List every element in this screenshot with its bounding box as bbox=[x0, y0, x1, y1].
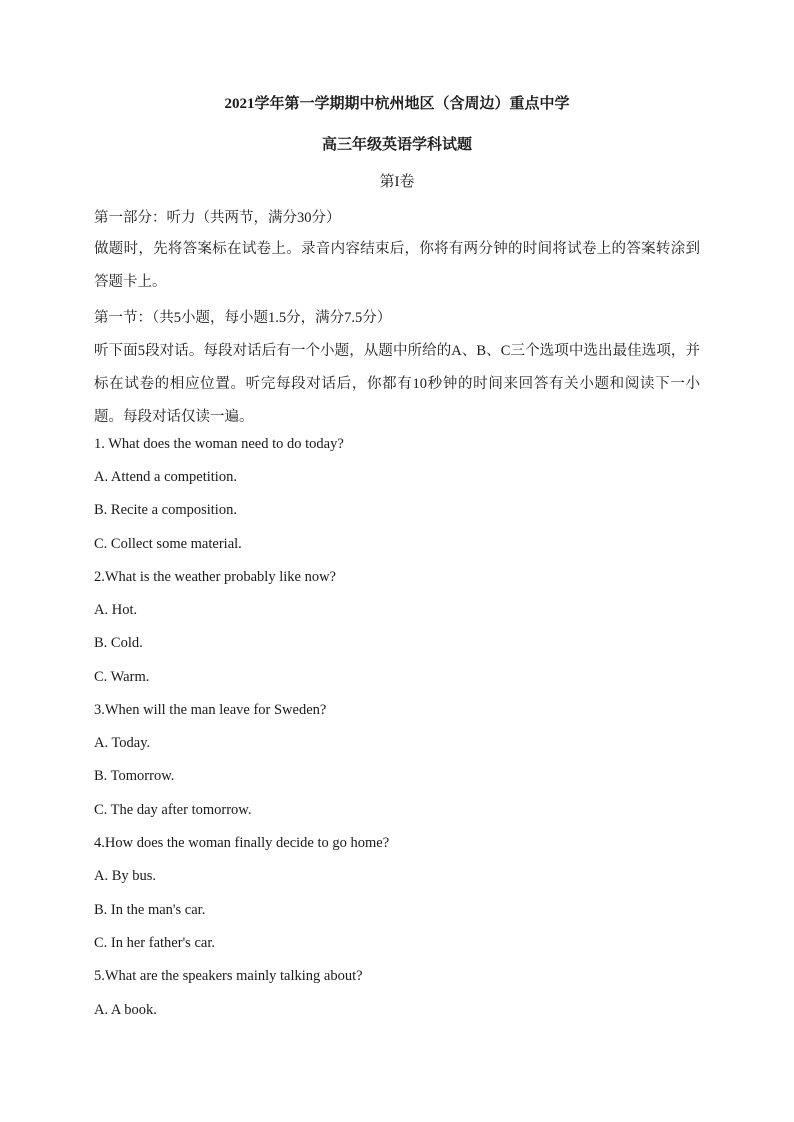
section1-instructions: 听下面5段对话。每段对话后有一个小题，从题中所给的A、B、C三个选项中选出最佳选项，并标在试卷的相应位置。听完每段对话后，你都有10秒钟的时间来回答有关小题和阅读下一小题。每段对话仅读一遍。 bbox=[94, 343, 700, 425]
question-option: A. A book. bbox=[94, 1002, 157, 1018]
question-stem: 2.What is the weather probably like now? bbox=[94, 569, 336, 585]
question-stem: 3.When will the man leave for Sweden? bbox=[94, 702, 327, 718]
question-option: B. Cold. bbox=[94, 635, 143, 651]
question-option: A. By bus. bbox=[94, 868, 157, 884]
question-option: A. Hot. bbox=[94, 602, 138, 618]
exam-title: 2021学年第一学期期中杭州地区（含周边）重点中学 bbox=[224, 96, 570, 112]
question-option: B. In the man's car. bbox=[94, 902, 206, 918]
question-option: B. Recite a composition. bbox=[94, 502, 237, 518]
part1-instructions: 做题时，先将答案标在试卷上。录音内容结束后，你将有两分钟的时间将试卷上的答案转涂到答题卡上。 bbox=[94, 241, 700, 290]
exam-subtitle: 高三年级英语学科试题 bbox=[321, 137, 472, 153]
question-option: C. The day after tomorrow. bbox=[94, 802, 252, 818]
section1-heading: 第一节：（共5小题，每小题1.5分，满分7.5分） bbox=[94, 310, 392, 326]
question-stem: 1. What does the woman need to do today? bbox=[94, 436, 344, 452]
question-option: C. Warm. bbox=[94, 669, 150, 685]
question-option: A. Today. bbox=[94, 735, 151, 751]
question-option: C. Collect some material. bbox=[94, 536, 242, 552]
question-stem: 5.What are the speakers mainly talking about? bbox=[94, 968, 363, 984]
question-option: B. Tomorrow. bbox=[94, 768, 175, 784]
part1-heading: 第一部分：听力（共两节，满分30分） bbox=[94, 210, 341, 226]
question-option: C. In her father's car. bbox=[94, 935, 215, 951]
question-stem: 4.How does the woman finally decide to go home? bbox=[94, 835, 390, 851]
question-option: A. Attend a competition. bbox=[94, 469, 237, 485]
volume-label: 第I卷 bbox=[379, 174, 415, 190]
